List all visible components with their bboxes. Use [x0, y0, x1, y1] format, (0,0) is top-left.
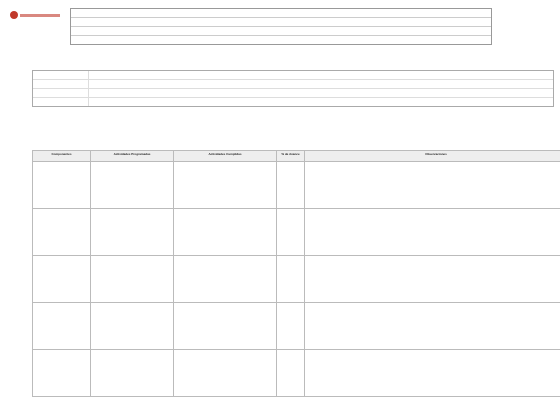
table-cell [91, 256, 174, 303]
table-cell [174, 350, 277, 397]
table-cell [305, 350, 560, 397]
column-header: Actividades Cumplidas [174, 151, 277, 162]
table-cell [305, 162, 560, 209]
header-row [71, 27, 491, 36]
table-cell [277, 209, 305, 256]
column-header: % de Avance [277, 151, 305, 162]
table-cell [33, 256, 91, 303]
meta-value [89, 98, 553, 106]
column-header: Observaciones [305, 151, 560, 162]
table-cell [277, 256, 305, 303]
document-metadata [32, 70, 554, 107]
table-row [33, 303, 560, 350]
table-cell [33, 350, 91, 397]
table-cell [174, 303, 277, 350]
table-cell [305, 256, 560, 303]
entity-logo [10, 10, 60, 20]
column-header: Componentes [33, 151, 91, 162]
table-cell [277, 350, 305, 397]
meta-value [89, 80, 553, 88]
meta-row [33, 80, 553, 89]
table-cell [174, 209, 277, 256]
table-cell [91, 209, 174, 256]
column-header: Actividades Programadas [91, 151, 174, 162]
table-cell [91, 350, 174, 397]
table-cell [33, 209, 91, 256]
meta-row [33, 98, 553, 106]
table-cell [305, 209, 560, 256]
table-row [33, 256, 560, 303]
table-header-row [33, 151, 560, 162]
header-row [71, 9, 491, 18]
meta-row [33, 71, 553, 80]
meta-key [33, 71, 89, 79]
table-cell [33, 303, 91, 350]
table-cell [91, 303, 174, 350]
header-row [71, 36, 491, 44]
table-cell [33, 162, 91, 209]
table-row [33, 350, 560, 397]
table-cell [305, 303, 560, 350]
table-row [33, 209, 560, 256]
meta-key [33, 80, 89, 88]
meta-row [33, 89, 553, 98]
table-cell [277, 162, 305, 209]
table-row [33, 162, 560, 209]
table-cell [174, 256, 277, 303]
table-cell [277, 303, 305, 350]
meta-value [89, 89, 553, 97]
table-cell [91, 162, 174, 209]
meta-key [33, 89, 89, 97]
meta-value [89, 71, 553, 79]
activities-table [32, 150, 560, 397]
document-header [70, 8, 492, 45]
meta-key [33, 98, 89, 106]
header-row [71, 18, 491, 27]
table-cell [174, 162, 277, 209]
